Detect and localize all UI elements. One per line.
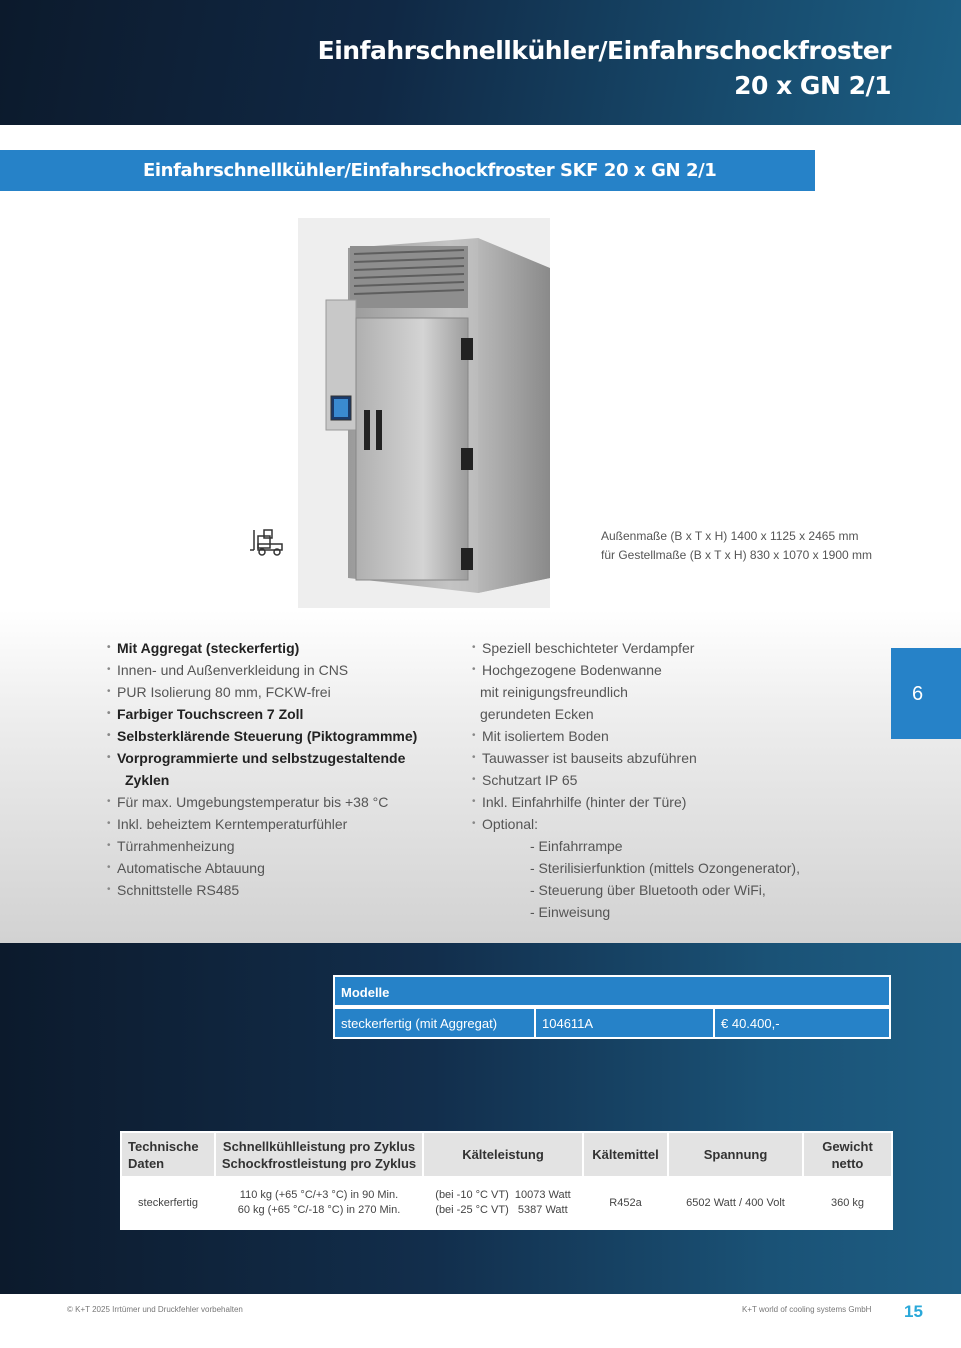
features-right-column	[472, 637, 852, 923]
feature-item: • Türrahmenheizung	[107, 838, 235, 854]
option-item: - Einfahrrampe	[530, 838, 623, 854]
product-title-bar	[0, 150, 815, 191]
td-refrigeration-capacity: (bei -10 °C VT) 10073 Watt (bei -25 °C VT) 5387 Watt	[435, 1189, 571, 1216]
feature-item: • Schutzart IP 65	[472, 772, 578, 788]
outer-dimensions: Außenmaße (B x T x H) 1400 x 1125 x 2465 mm	[601, 529, 859, 543]
option-item: - Einweisung	[530, 904, 611, 920]
page-title-line1: Einfahrschnellkühler/Einfahrschockfroster	[317, 36, 891, 65]
th-refrigerant: Kältemittel	[584, 1133, 667, 1176]
feature-item: • Für max. Umgebungstemperatur bis +38 °C	[107, 794, 389, 810]
feature-item: • PUR Isolierung 80 mm, FCKW-frei	[107, 684, 331, 700]
feature-item: • Selbsterklärende Steuerung (Piktogrammme)	[107, 728, 418, 744]
page-number: 15	[904, 1302, 923, 1321]
model-cell-type: steckerfertig (mit Aggregat)	[335, 1009, 534, 1037]
td-cooling-capacity: 110 kg (+65 °C/+3 °C) in 90 Min. 60 kg (+65 °C/-18 °C) in 270 Min.	[237, 1189, 401, 1216]
th-net-weight: Gewicht netto	[804, 1133, 891, 1176]
feature-item: • Tauwasser ist bauseits abzuführen	[472, 750, 697, 766]
feature-item-continuation: Zyklen	[125, 772, 170, 788]
option-item: - Steuerung über Bluetooth oder WiFi,	[530, 882, 766, 898]
feature-item: • Mit isoliertem Boden	[472, 728, 609, 744]
feature-item: • Inkl. beheiztem Kerntemperaturfühler	[107, 816, 348, 832]
feature-item: • Farbiger Touchscreen 7 Zoll	[107, 706, 304, 722]
feature-item: • Automatische Abtauung	[107, 860, 265, 876]
feature-item-continuation: mit reinigungsfreundlich	[480, 684, 628, 700]
product-image	[298, 218, 550, 608]
th-technical-data: Technische Daten	[122, 1133, 214, 1176]
th-voltage: Spannung	[669, 1133, 802, 1176]
dimensions-text	[601, 527, 872, 565]
td-refrigerant: R452a	[609, 1196, 642, 1209]
feature-item: • Hochgezogene Bodenwanne	[472, 662, 662, 678]
model-cell-price: € 40.400,-	[715, 1009, 889, 1037]
models-table	[333, 975, 891, 1039]
blast-chiller-illustration	[298, 218, 550, 608]
td-net-weight: 360 kg	[830, 1196, 865, 1209]
option-item: - Sterilisierfunktion (mittels Ozongenerator),	[530, 860, 800, 876]
feature-item: • Speziell beschichteter Verdampfer	[472, 640, 695, 656]
features-section	[0, 610, 961, 943]
feature-item: • Innen- und Außenverkleidung in CNS	[107, 662, 349, 678]
footer-company: K+T world of cooling systems GmbH	[742, 1305, 872, 1314]
models-header: Modelle	[335, 977, 889, 1005]
feature-item: • Optional:	[472, 816, 539, 832]
feature-item: • Mit Aggregat (steckerfertig)	[107, 640, 300, 656]
td-type: steckerfertig	[138, 1196, 198, 1209]
td-voltage: 6502 Watt / 400 Volt	[686, 1196, 785, 1209]
forklift-icon	[250, 528, 284, 556]
page-header	[0, 0, 961, 125]
product-title: Einfahrschnellkühler/Einfahrschockfroster SKF 20 x GN 2/1	[143, 160, 717, 181]
page-title-line2: 20 x GN 2/1	[734, 71, 891, 100]
technical-data-table	[120, 1131, 893, 1230]
rack-dimensions: für Gestellmaße (B x T x H) 830 x 1070 x 1900 mm	[601, 548, 872, 562]
feature-item: • Vorprogrammierte und selbstzugestaltende	[107, 750, 406, 766]
chapter-number: 6	[912, 683, 924, 705]
feature-item: • Inkl. Einfahrhilfe (hinter der Türe)	[472, 794, 687, 810]
chapter-tab	[891, 648, 961, 739]
th-refrigeration-capacity: Kälteleistung	[424, 1133, 582, 1176]
feature-item: • Schnittstelle RS485	[107, 882, 240, 898]
feature-item-continuation: gerundeten Ecken	[480, 706, 594, 722]
features-left-column	[107, 637, 447, 901]
th-cooling-capacity: Schnellkühlleistung pro Zyklus Schockfrostleistung pro Zyklus	[216, 1133, 422, 1176]
model-cell-article: 104611A	[536, 1009, 713, 1037]
footer-copyright: © K+T 2025 Irrtümer und Druckfehler vorbehalten	[67, 1305, 243, 1314]
